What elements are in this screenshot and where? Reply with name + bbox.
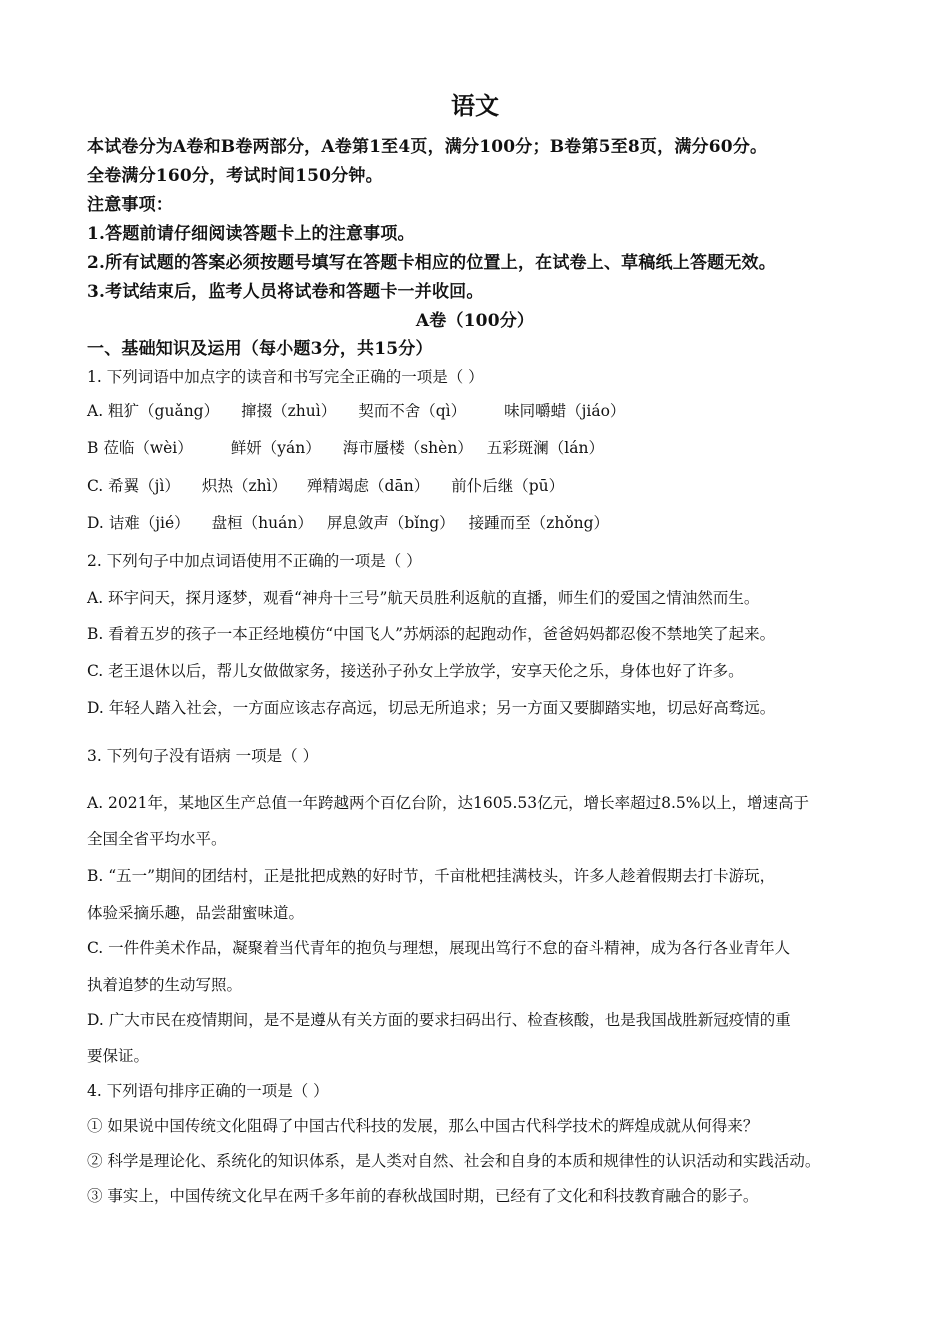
question-1-option-b <box>87 441 604 457</box>
option-d-word-4: 接踵而至（zhǒng） <box>468 514 610 532</box>
question-3-option-a-line-1: A. 2021年，某地区生产总值一年跨越两个百亿台阶，达1605.53亿元，增长率超过8.5%以上，增速高于 <box>87 794 809 812</box>
question-4-sentence-2: ② 科学是理论化、系统化的知识体系，是人类对自然、社会和自身的本质和规律性的认识活动和实践活动。 <box>87 1152 821 1170</box>
question-2-option-a: A. 环宇问天，探月逐梦，观看“神舟十三号”航天员胜利返航的直播，师生们的爱国之情油然而生。 <box>87 589 760 607</box>
question-3-option-d-line-2: 要保证。 <box>87 1047 150 1065</box>
question-2-option-d: D. 年轻人踏入社会，一方面应该志存高远，切忌无所追求；另一方面又要脚踏实地，切忌好高骛远。 <box>87 699 776 717</box>
question-2-stem: 2. 下列句子中加点词语使用不正确的一项是（ ） <box>87 552 422 570</box>
option-c-word-4: 前仆后继（pū） <box>451 477 565 495</box>
option-b-word-2: 鲜妍（yán） <box>230 439 321 457</box>
question-2-option-c: C. 老王退休以后，帮儿女做做家务，接送孙子孙女上学放学，安享天伦之乐，身体也好了许多。 <box>87 662 744 680</box>
notes-heading: 注意事项： <box>87 195 173 215</box>
question-3-option-c-line-2: 执着追梦的生动写照。 <box>87 976 243 994</box>
question-3-option-d-line-1: D. 广大市民在疫情期间，是不是遵从有关方面的要求扫码出行、检查核酸，也是我国战胜新冠疫情的重 <box>87 1011 791 1029</box>
question-3-option-a-line-2: 全国全省平均水平。 <box>87 830 227 848</box>
option-a-word-2: 撺掇（zhuì） <box>241 402 337 420</box>
note-3: 3.考试结束后，监考人员将试卷和答题卡一并收回。 <box>87 282 484 302</box>
question-3-option-b-line-2: 体验采摘乐趣，品尝甜蜜味道。 <box>87 904 305 922</box>
option-b-word-1: B 莅临（wèi） <box>87 439 193 457</box>
note-2: 2.所有试题的答案必须按题号填写在答题卡相应的位置上，在试卷上、草稿纸上答题无效。 <box>87 253 776 273</box>
option-a-word-3: 契而不舍（qì） <box>358 402 467 420</box>
option-d-word-3: 屏息敛声（bǐng） <box>326 514 455 532</box>
question-1-option-d <box>87 516 609 532</box>
option-d-word-2: 盘桓（huán） <box>211 514 313 532</box>
option-c-word-3: 殚精竭虑（dān） <box>307 477 430 495</box>
section-a-heading: A卷（100分） <box>415 311 535 331</box>
question-4-sentence-3: ③ 事实上，中国传统文化早在两千多年前的春秋战国时期，已经有了文化和科技教育融合的影子。 <box>87 1187 759 1205</box>
question-4-sentence-1: ① 如果说中国传统文化阻碍了中国古代科技的发展，那么中国古代科学技术的辉煌成就从何得来？ <box>87 1117 759 1135</box>
note-1: 1.答题前请仔细阅读答题卡上的注意事项。 <box>87 224 415 244</box>
page-title: 语文 <box>451 91 499 120</box>
question-1-stem: 1. 下列词语中加点字的读音和书写完全正确的一项是（ ） <box>87 368 484 386</box>
part-1-heading: 一、基础知识及运用（每小题3分，共15分） <box>87 339 433 359</box>
question-3-option-b-line-1: B. “五一”期间的团结村，正是批把成熟的好时节，千亩枇杷挂满枝头，许多人趁着假期去打卡游玩， <box>87 867 776 885</box>
question-2-option-b: B. 看着五岁的孩子一本正经地模仿“中国飞人”苏炳添的起跑动作，爸爸妈妈都忍俊不禁地笑了起来。 <box>87 625 776 643</box>
intro-line-2: 全卷满分160分，考试时间150分钟。 <box>87 166 383 186</box>
question-1-option-c <box>87 479 564 495</box>
question-3-option-c-line-1: C. 一件件美术作品，凝聚着当代青年的抱负与理想，展现出笃行不怠的奋斗精神，成为各行各业青年人 <box>87 939 791 957</box>
option-c-word-2: 炽热（zhì） <box>201 477 288 495</box>
question-3-stem: 3. 下列句子没有语病 一项是（ ） <box>87 747 319 765</box>
option-d-word-1: D. 诘难（jié） <box>87 514 190 532</box>
option-b-word-4: 五彩斑澜（lán） <box>486 439 604 457</box>
option-a-word-1: A. 粗犷（guǎng） <box>87 402 220 420</box>
option-c-word-1: C. 希翼（jì） <box>87 477 180 495</box>
intro-line-1: 本试卷分为A卷和B卷两部分，A卷第1至4页，满分100分；B卷第5至8页，满分60分。 <box>87 137 768 157</box>
option-a-word-4: 味同嚼蜡（jiáo） <box>504 402 626 420</box>
option-b-word-3: 海市蜃楼（shèn） <box>342 439 473 457</box>
question-4-stem: 4. 下列语句排序正确的一项是（ ） <box>87 1082 329 1100</box>
question-1-option-a <box>87 404 625 420</box>
